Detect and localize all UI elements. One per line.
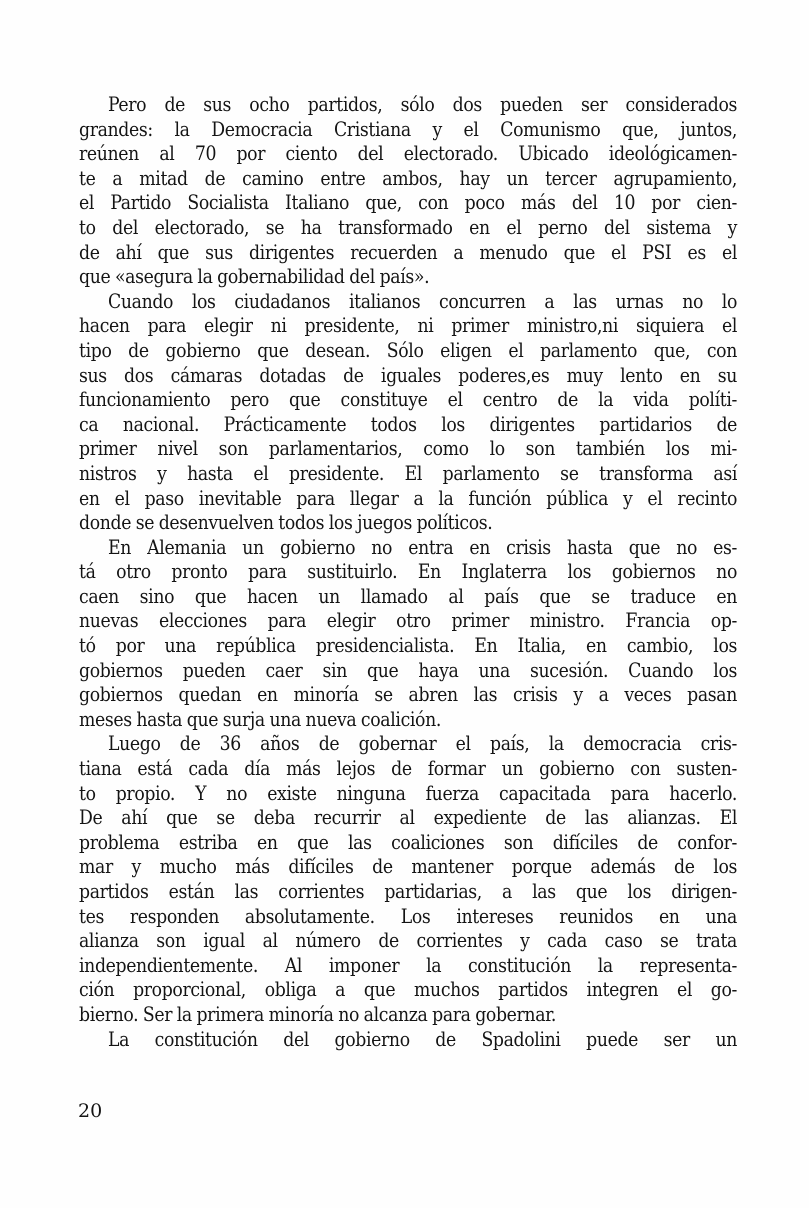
text-line: alianza son igual al número de corrientes y cada caso se trata — [79, 929, 737, 953]
paragraph — [79, 93, 737, 290]
text-line: nuevas elecciones para elegir otro primer ministro. Francia op- — [79, 609, 737, 633]
text-line: ca nacional. Prácticamente todos los dirigentes partidarios de — [79, 412, 737, 436]
page-number: 20 — [78, 1100, 103, 1122]
text-line: gobiernos quedan en minoría se abren las crisis y a veces pasan — [79, 683, 737, 707]
text-line: independientemente. Al imponer la constitución la representa- — [79, 953, 737, 977]
text-line: tá otro pronto para sustituirlo. En Inglaterra los gobiernos no — [79, 560, 737, 584]
text-line: que «asegura la gobernabilidad del país». — [79, 265, 430, 289]
text-line: donde se desenvuelven todos los juegos políticos. — [79, 511, 493, 535]
text-line: caen sino que hacen un llamado al país que se traduce en — [79, 584, 737, 608]
text-line: en el paso inevitable para llegar a la función pública y el recinto — [79, 486, 737, 510]
text-line: sus dos cámaras dotadas de iguales poderes,es muy lento en su — [79, 363, 737, 387]
text-line: grandes: la Democracia Cristiana y el Comunismo que, juntos, — [79, 117, 737, 141]
paragraph — [79, 536, 737, 733]
text-line: nistros y hasta el presidente. El parlamento se transforma así — [79, 461, 737, 485]
text-line: De ahí que se deba recurrir al expediente de las alianzas. El — [79, 806, 737, 830]
text-line: La constitución del gobierno de Spadolini puede ser un — [108, 1027, 737, 1051]
text-line: En Alemania un gobierno no entra en crisis hasta que no es- — [108, 535, 737, 559]
text-line: meses hasta que surja una nueva coalición. — [79, 707, 441, 731]
paragraph — [79, 732, 737, 1027]
text-line: to del electorado, se ha transformado en el perno del sistema y — [79, 215, 737, 239]
text-line: tiana está cada día más lejos de formar un gobierno con susten- — [79, 757, 737, 781]
text-line: tes responden absolutamente. Los intereses reunidos en una — [79, 904, 737, 928]
paragraph — [79, 290, 737, 536]
text-line: to propio. Y no existe ninguna fuerza capacitada para hacerlo. — [79, 781, 737, 805]
text-line: tipo de gobierno que desean. Sólo eligen el parlamento que, con — [79, 338, 737, 362]
text-line: Luego de 36 años de gobernar el país, la democracia cris- — [108, 732, 737, 756]
text-line: bierno. Ser la primera minoría no alcanza para gobernar. — [79, 1002, 557, 1026]
text-line: funcionamiento pero que constituye el centro de la vida políti- — [79, 388, 737, 412]
text-line: mar y mucho más difíciles de mantener porque además de los — [79, 855, 737, 879]
text-line: reúnen al 70 por ciento del electorado. Ubicado ideológicamen- — [79, 142, 737, 166]
text-line: el Partido Socialista Italiano que, con poco más del 10 por cien- — [79, 191, 737, 215]
text-line: hacen para elegir ni presidente, ni primer ministro,ni siquiera el — [79, 314, 737, 338]
text-line: Pero de sus ocho partidos, sólo dos pueden ser considerados — [108, 93, 737, 116]
text-line: primer nivel son parlamentarios, como lo son también los mi- — [79, 437, 737, 461]
text-line: partidos están las corrientes partidarias, a las que los dirigen- — [79, 880, 737, 903]
text-line: ción proporcional, obliga a que muchos partidos integren el go- — [79, 978, 737, 1002]
text-line: te a mitad de camino entre ambos, hay un tercer agrupamiento, — [79, 166, 737, 190]
text-line: tó por una república presidencialista. En Italia, en cambio, los — [79, 634, 737, 658]
text-line: problema estriba en que las coaliciones son difíciles de confor- — [79, 830, 737, 854]
text-line: de ahí que sus dirigentes recuerden a menudo que el PSI es el — [79, 240, 737, 264]
paragraph — [79, 1028, 737, 1053]
text-line: gobiernos pueden caer sin que haya una sucesión. Cuando los — [79, 658, 737, 682]
text-line: Cuando los ciudadanos italianos concurren a las urnas no lo — [108, 289, 737, 313]
body-text — [79, 93, 737, 1052]
